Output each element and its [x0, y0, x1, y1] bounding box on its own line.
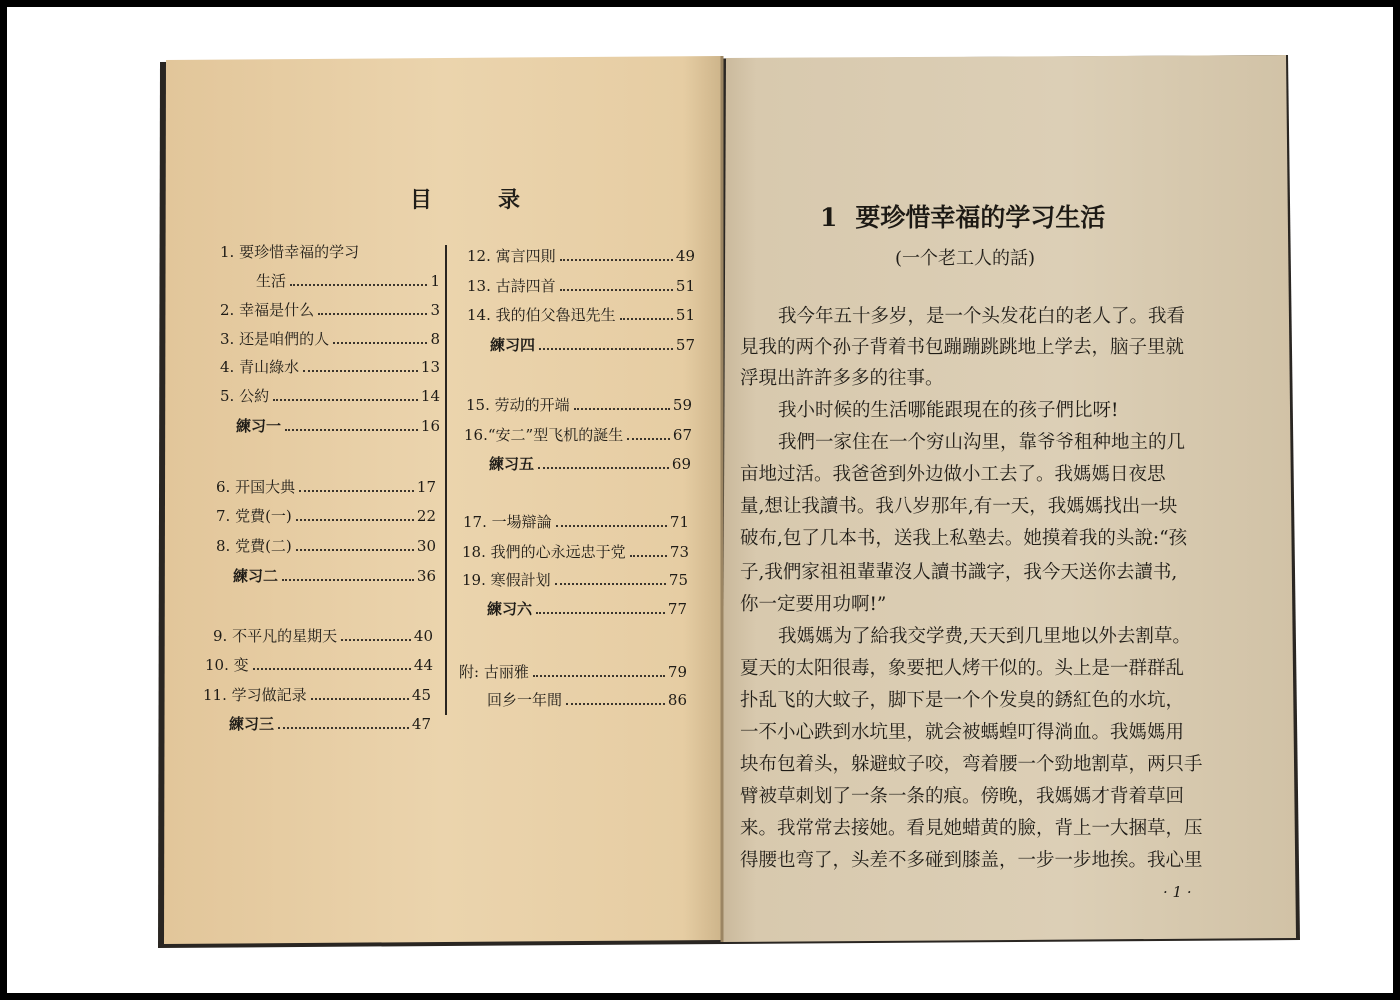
toc-entry-page: 30 — [416, 537, 436, 555]
toc-entry — [220, 386, 440, 406]
toc-entry-page: 8 — [430, 330, 440, 348]
toc-entry — [220, 242, 440, 262]
toc-entry-label: 練习三 — [229, 715, 275, 733]
toc-entry-label: 10. 变 — [205, 656, 249, 674]
toc-entry-page: 51 — [675, 306, 695, 324]
toc-entry — [459, 662, 687, 682]
toc-entry-label: 生活 — [256, 272, 287, 290]
toc-entry — [467, 276, 695, 296]
body-text-line: 块布包着头，躲避蚊子咬，弯着腰一个勁地割草，两只手 — [740, 754, 1203, 775]
toc-entry-label: 練习六 — [487, 600, 533, 618]
toc-title — [410, 183, 520, 214]
toc-entry-label: 回乡一年間 — [487, 691, 563, 709]
body-text-line: 我媽媽为了給我交学费,天天到几里地以外去割草。 — [778, 626, 1191, 647]
toc-entry-label: 6. 开国大典 — [216, 478, 296, 496]
body-text-line: 来。我常常去接她。看見她蜡黄的臉，背上一大捆草，压 — [740, 818, 1203, 839]
body-text-line: 臂被草刺划了一条一条的痕。傍晚，我媽媽才背着草回 — [740, 786, 1185, 807]
toc-entry-label: 12. 寓言四則 — [467, 247, 556, 265]
toc-entry-page: 75 — [668, 571, 688, 589]
toc-entry-page: 3 — [430, 301, 440, 319]
toc-entry-label: 11. 学习做記录 — [203, 686, 307, 704]
toc-entry — [466, 395, 692, 415]
toc-entry-page: 17 — [416, 478, 436, 496]
toc-entry — [205, 655, 433, 675]
toc-entry-page: 71 — [669, 513, 689, 531]
toc-entry-label: 8. 党費(二) — [216, 537, 292, 555]
toc-entry-page: 1 — [430, 272, 440, 290]
body-text-line: 扑乱飞的大蚊子，脚下是一个个发臭的銹紅色的水坑， — [740, 690, 1185, 711]
toc-entry — [462, 570, 688, 590]
toc-entry-page: 51 — [675, 277, 695, 295]
toc-entry — [220, 357, 440, 377]
toc-entry-label: 1. 要珍惜幸福的学习 — [220, 243, 360, 261]
toc-entry-exercise — [229, 714, 431, 734]
toc-entry-page: 40 — [413, 627, 433, 645]
toc-entry-label: 13. 古詩四首 — [467, 277, 556, 295]
toc-entry-exercise — [490, 335, 695, 355]
toc-entry-label: 3. 还是咱們的人 — [220, 330, 330, 348]
toc-entry — [216, 477, 436, 497]
toc-entry — [203, 685, 431, 705]
body-text-line: 破布,包了几本书，送我上私塾去。她摸着我的头說:“孩 — [740, 528, 1188, 549]
toc-entry-label: 附: 古丽雅 — [459, 663, 529, 681]
body-text-line: 子,我們家祖祖輩輩沒人讀书識字，我今天送你去讀书, — [740, 562, 1178, 583]
toc-entry — [467, 305, 695, 325]
toc-entry — [487, 690, 687, 710]
chapter-subtitle: (一个老工人的話) — [895, 248, 1036, 269]
toc-entry-label: 練习二 — [233, 567, 279, 585]
body-text-line: 我們一家住在一个穷山沟里，靠爷爷租种地主的几 — [778, 432, 1186, 453]
toc-entry-label: 練习一 — [236, 417, 282, 435]
toc-entry — [216, 506, 436, 526]
toc-entry-page: 77 — [667, 600, 687, 618]
toc-entry-label: 18. 我們的心永远忠于党 — [462, 543, 626, 561]
chapter-title — [820, 198, 1150, 234]
toc-entry-label: 15. 劳动的开端 — [466, 396, 570, 414]
toc-entry-exercise — [233, 566, 436, 586]
toc-entry-page: 45 — [411, 686, 431, 704]
toc-entry — [467, 246, 695, 266]
chapter-title-text: 要珍惜幸福的学习生活 — [855, 203, 1106, 232]
body-text-line: 你一定要用功啊!” — [740, 594, 887, 615]
toc-entry — [220, 329, 440, 349]
toc-entry-page: 79 — [667, 663, 687, 681]
toc-entry-label: 16.“安二”型飞机的誕生 — [464, 426, 624, 444]
toc-title-char: 录 — [497, 187, 520, 213]
body-text-line: 一不小心跌到水坑里，就会被螞蝗叮得淌血。我媽媽用 — [740, 722, 1185, 743]
toc-entry — [462, 542, 689, 562]
toc-entry-page: 36 — [416, 567, 436, 585]
page-number: · 1 · — [1163, 883, 1192, 901]
toc-entry-label: 14. 我的伯父魯迅先生 — [467, 306, 616, 324]
body-text-line: 得腰也弯了，头差不多碰到膝盖，一步一步地挨。我心里 — [740, 850, 1203, 871]
toc-entry-page: 44 — [413, 656, 433, 674]
body-text-line: 夏天的太阳很毒，象要把人烤干似的。头上是一群群乱 — [740, 658, 1185, 679]
toc-entry — [216, 536, 436, 556]
toc-entry-label: 2. 幸福是什么 — [220, 301, 315, 319]
toc-entry-page: 67 — [672, 426, 692, 444]
toc-entry-page: 69 — [671, 455, 691, 473]
toc-entry-label: 7. 党費(一) — [216, 507, 292, 525]
toc-entry — [256, 271, 440, 291]
toc-entry-page: 59 — [672, 396, 692, 414]
chapter-number: 1 — [820, 203, 838, 232]
body-text-line: 量,想让我讀书。我八岁那年,有一天，我媽媽找出一块 — [740, 496, 1178, 517]
toc-entry — [463, 512, 689, 532]
body-text-line: 見我的两个孙子背着书包蹦蹦跳跳地上学去，脑子里就 — [740, 337, 1185, 358]
body-text-line: 我小时候的生活哪能跟現在的孩子們比呀! — [778, 400, 1119, 421]
toc-entry-page: 16 — [420, 417, 440, 435]
toc-column-divider — [445, 245, 447, 715]
toc-entry-page: 49 — [675, 247, 695, 265]
toc-entry-page: 47 — [411, 715, 431, 733]
toc-entry-label: 練习四 — [490, 336, 536, 354]
body-text-line: 亩地过活。我爸爸到外边做小工去了。我媽媽日夜思 — [740, 464, 1166, 485]
toc-entry-page: 57 — [675, 336, 695, 354]
body-text-line: 我今年五十多岁，是一个头发花白的老人了。我看 — [778, 306, 1186, 327]
toc-entry-exercise — [487, 599, 687, 619]
toc-entry-label: 練习五 — [489, 455, 535, 473]
toc-entry-exercise — [236, 416, 440, 436]
toc-entry-page: 14 — [420, 387, 440, 405]
toc-entry-page: 22 — [416, 507, 436, 525]
toc-entry-label: 19. 寒假計划 — [462, 571, 551, 589]
toc-entry-page: 73 — [669, 543, 689, 561]
toc-entry-label: 5. 公約 — [220, 387, 270, 405]
toc-title-char: 目 — [410, 187, 433, 213]
toc-entry — [220, 300, 440, 320]
toc-entry-label: 17. 一場辯論 — [463, 513, 552, 531]
toc-entry-page: 86 — [667, 691, 687, 709]
toc-entry — [464, 425, 692, 445]
body-text-line: 浮現出許許多多的往事。 — [740, 368, 944, 389]
toc-entry-page: 13 — [420, 358, 440, 376]
toc-entry-label: 4. 青山綠水 — [220, 358, 300, 376]
toc-entry — [213, 626, 433, 646]
toc-entry-exercise — [489, 454, 691, 474]
toc-entry-label: 9. 不平凡的星期天 — [213, 627, 338, 645]
